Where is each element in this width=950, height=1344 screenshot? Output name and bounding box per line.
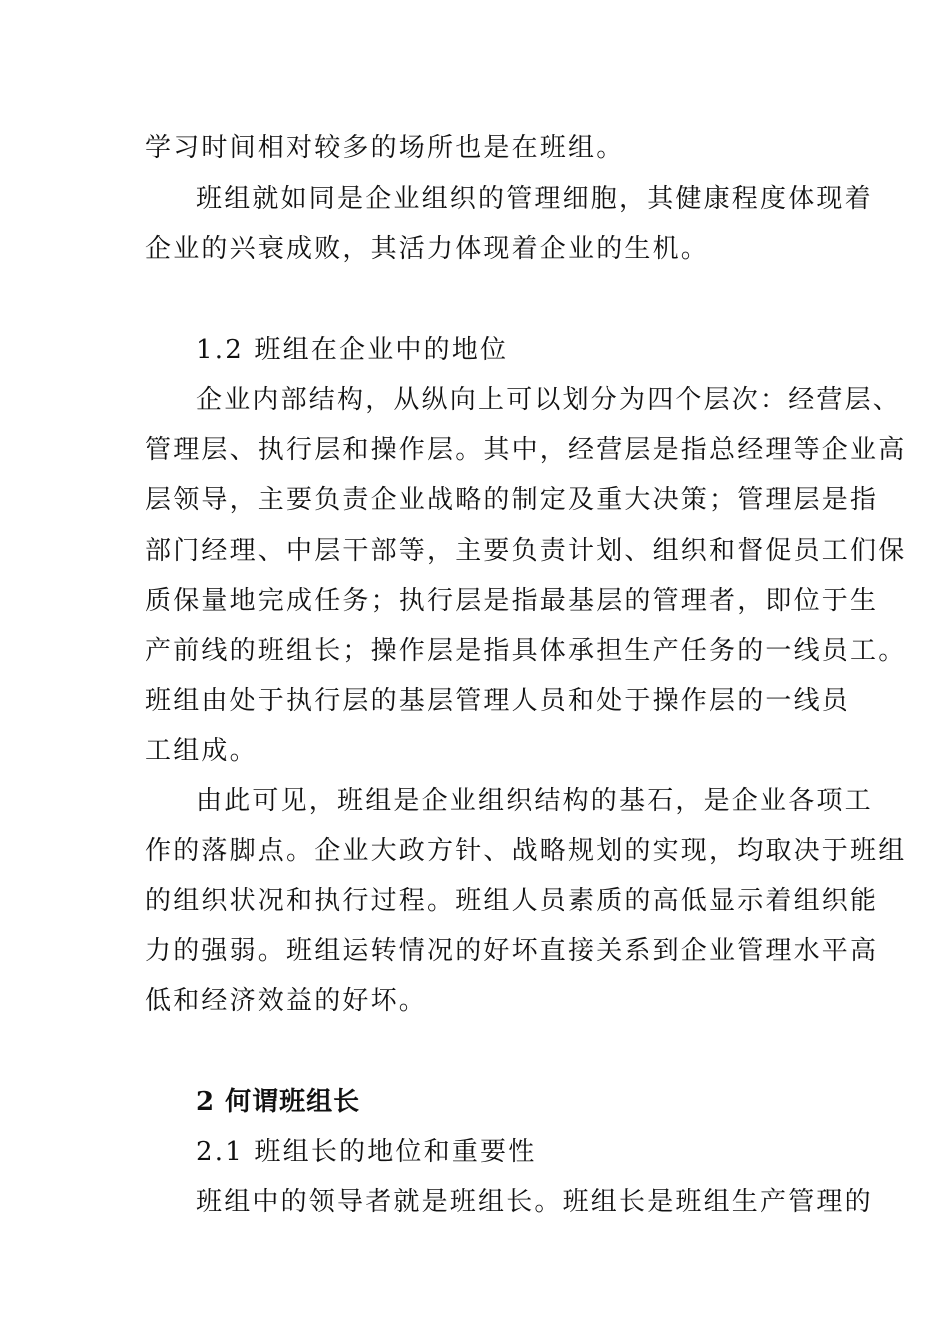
paragraph-line: 班组由处于执行层的基层管理人员和处于操作层的一线员: [145, 686, 851, 716]
paragraph-line: 由此可见，班组是企业组织结构的基石，是企业各项工: [196, 786, 873, 816]
paragraph-line: 工组成。: [145, 736, 258, 766]
paragraph-line: 学习时间相对较多的场所也是在班组。: [145, 133, 625, 163]
chapter-heading-2: 2 何谓班组长: [196, 1087, 361, 1117]
paragraph-line: 产前线的班组长；操作层是指具体承担生产任务的一线员工。: [145, 636, 907, 666]
paragraph-line: 班组就如同是企业组织的管理细胞，其健康程度体现着: [196, 184, 873, 214]
paragraph-line: 作的落脚点。企业大政方针、战略规划的实现，均取决于班组: [145, 836, 907, 866]
paragraph-line: 层领导，主要负责企业战略的制定及重大决策；管理层是指: [145, 485, 879, 515]
paragraph-line: 管理层、执行层和操作层。其中，经营层是指总经理等企业高: [145, 435, 907, 465]
section-heading-1-2: 1.2 班组在企业中的地位: [196, 335, 509, 365]
paragraph-line: 企业的兴衰成败，其活力体现着企业的生机。: [145, 234, 710, 264]
paragraph-line: 低和经济效益的好坏。: [145, 986, 428, 1016]
section-heading-2-1: 2.1 班组长的地位和重要性: [196, 1137, 537, 1167]
paragraph-line: 质保量地完成任务；执行层是指最基层的管理者，即位于生: [145, 586, 879, 616]
paragraph-line: 企业内部结构，从纵向上可以划分为四个层次：经营层、: [196, 385, 902, 415]
paragraph-line: 班组中的领导者就是班组长。班组长是班组生产管理的: [196, 1187, 873, 1217]
paragraph-line: 部门经理、中层干部等，主要负责计划、组织和督促员工们保: [145, 536, 907, 566]
paragraph-line: 力的强弱。班组运转情况的好坏直接关系到企业管理水平高: [145, 936, 879, 966]
paragraph-line: 的组织状况和执行过程。班组人员素质的高低显示着组织能: [145, 886, 879, 916]
